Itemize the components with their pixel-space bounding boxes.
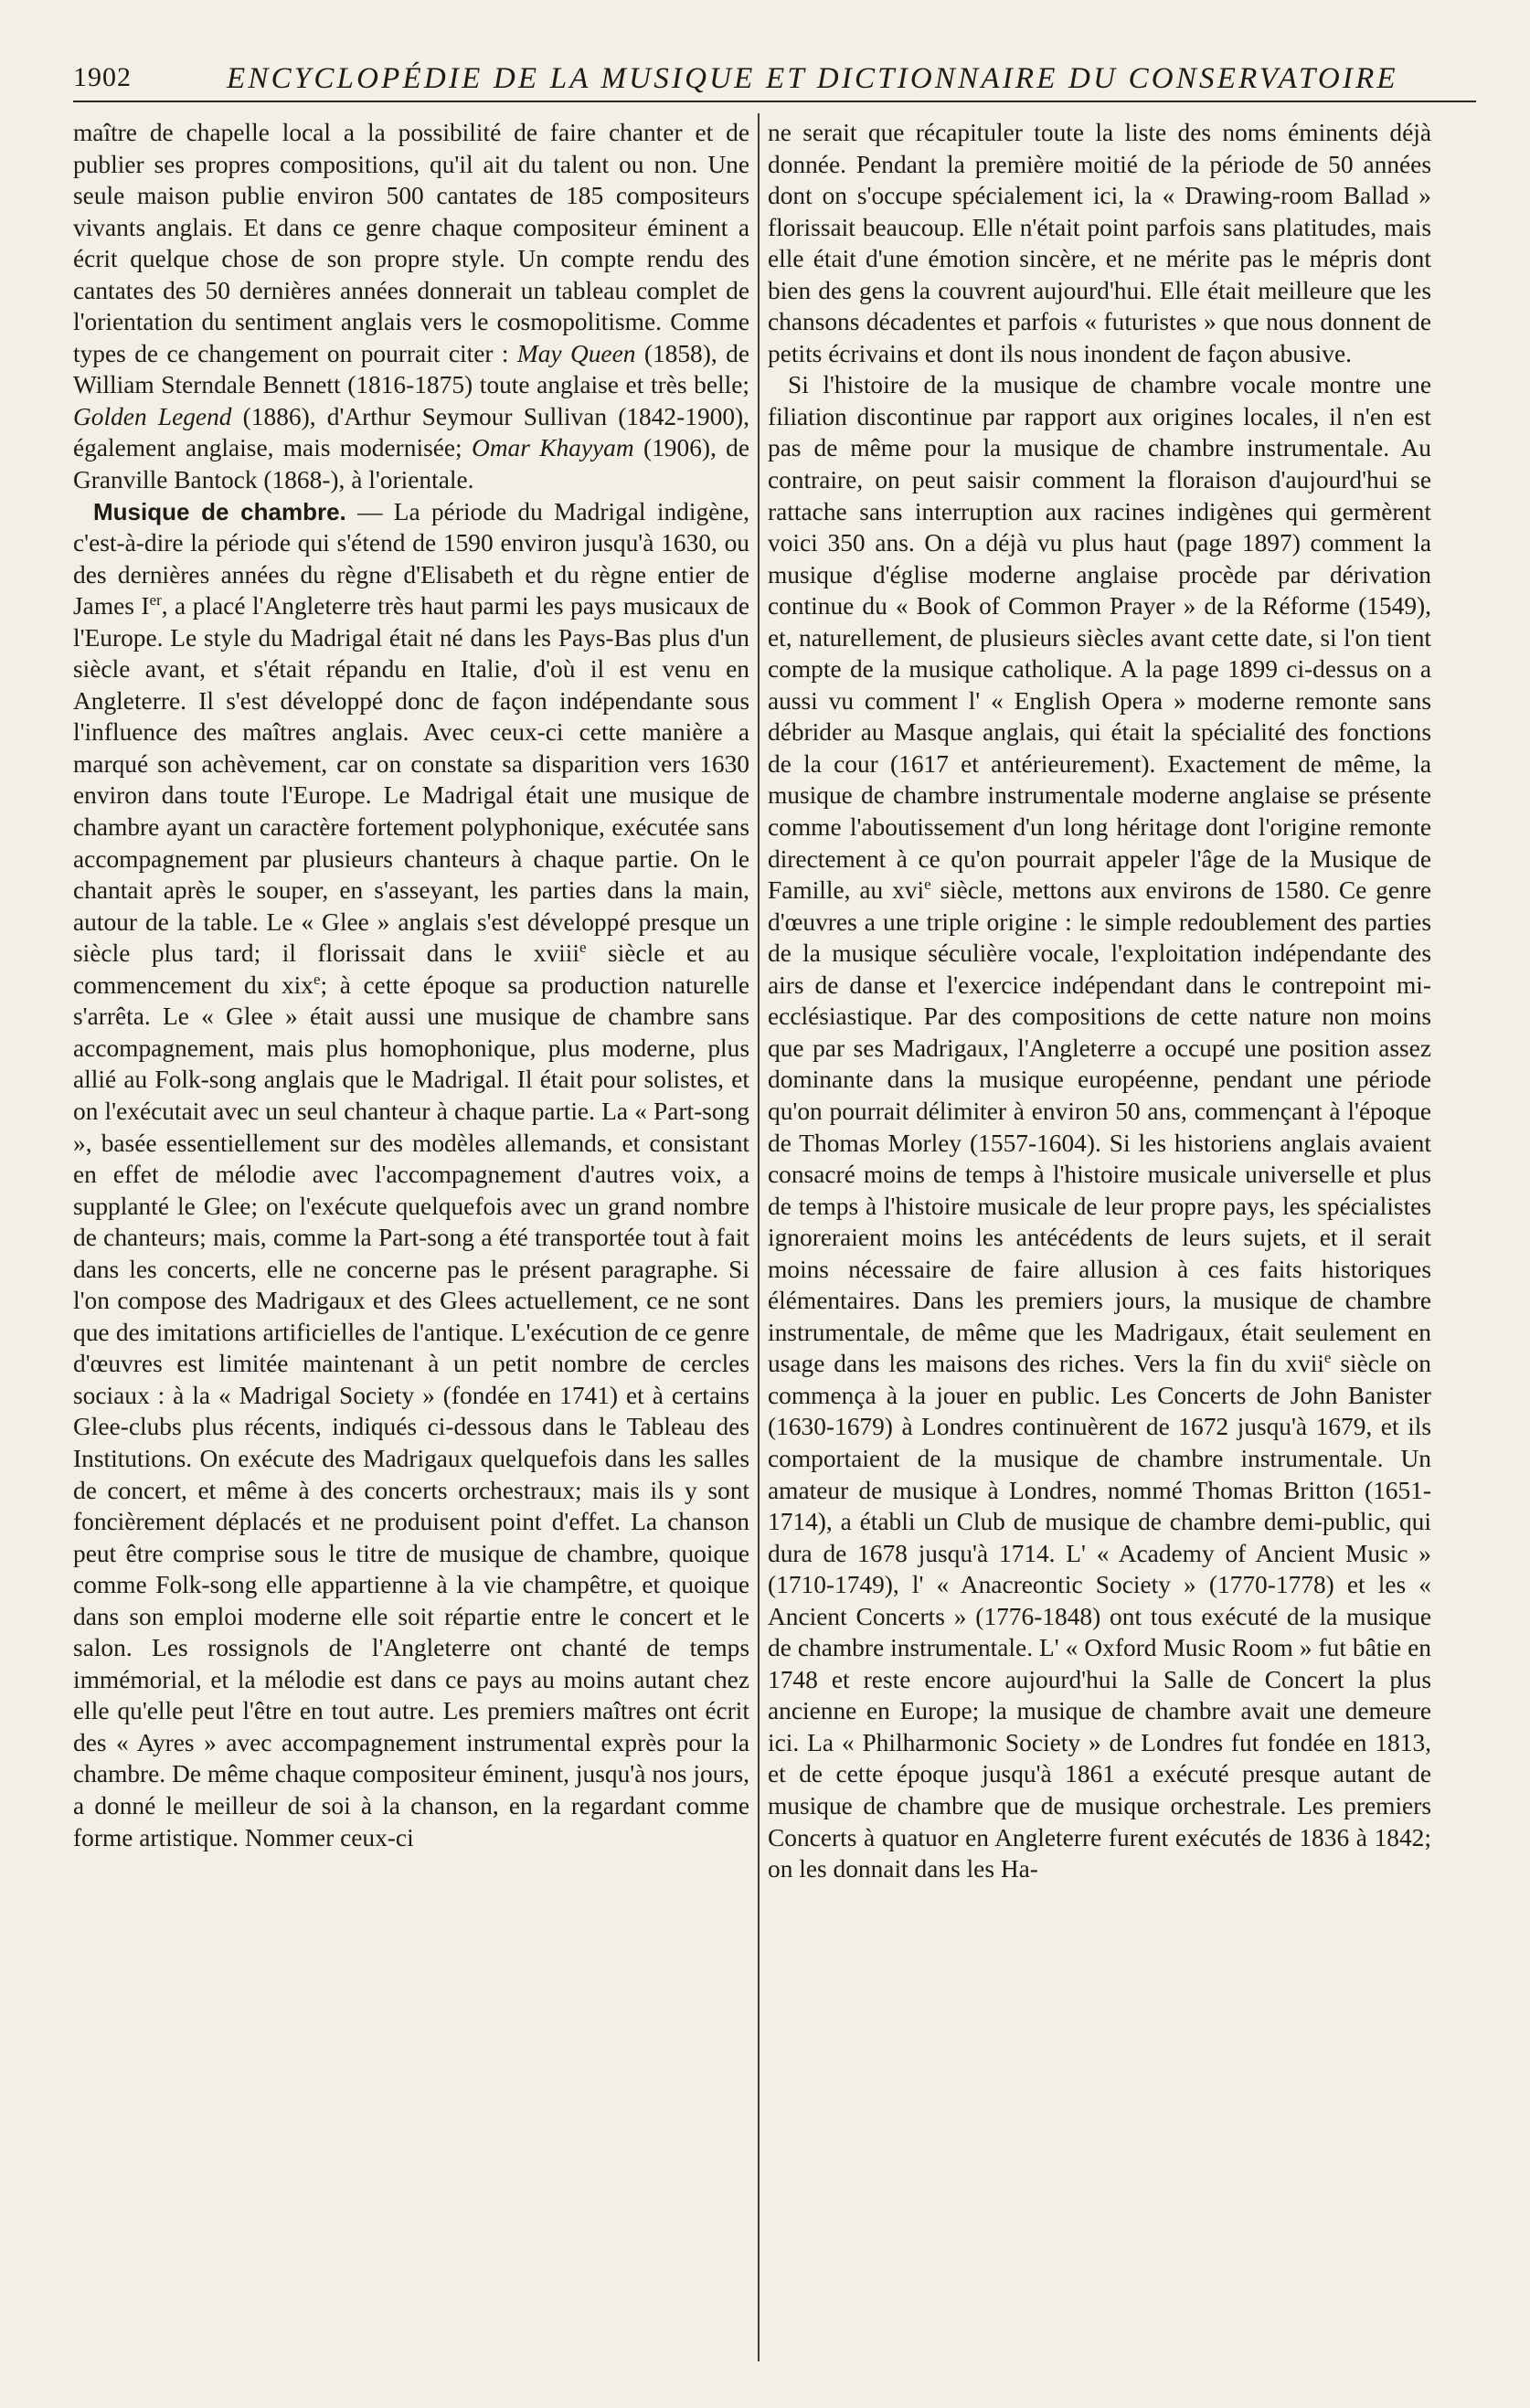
text-run: (1858), de William Sterndale Bennett (1816-1875) toute anglaise et très belle; [73, 339, 749, 399]
text-run: (1886), d'Arthur Seymour Sullivan (1842-1900), également anglaise, mais modernisée; [73, 402, 750, 462]
paragraph [73, 117, 749, 496]
superscript: er [149, 591, 162, 610]
paragraph: ne serait que récapituler toute la liste des noms éminents déjà donnée. Pendant la première moitié de la période de 50 années dont on s'occupe spécialement ici, la « Drawing-room Ballad » florissait beaucoup. Elle n'était point parfois sans platitudes, mais elle était d'une émotion sincère, et ne mérite pas le mépris dont bien des gens la couvrent aujourd'hui. Elle était meilleure que les chansons décadentes et parfois « futuristes » que nous donnent de petits écrivains et dont ils nous inondent de façon abusive. [768, 119, 1431, 367]
text-run: ; à cette époque sa production naturelle s'arrêta. Le « Glee » était aussi une musique de chambre sans accompagnement, mais plus homophonique, plus moderne, plus allié au Folk-song anglais que le Madrigal. Il était pour solistes, et on l'exécutait avec un seul chanteur à chaque partie. La « Part-song », basée essentiellement sur des modèles allemands, et consistant en effet de mélodie avec l'accompagnement d'autres voix, a supplanté le Glee; on l'exécute quelquefois avec un grand nombre de chanteurs; mais, comme la Part-song a été transportée tout à fait dans les concerts, elle ne concerne pas le présent paragraphe. Si l'on compose des Madrigaux et des Glees actuellement, ce ne sont que des imitations artificielles de l'antique. L'exécution de ce genre d'œuvres est limitée maintenant à un petit nombre de cercles sociaux : à la « Madrigal Society » (fondée en 1741) et à certains Glee-clubs plus récents, indiqués ci-dessous dans le Tableau des Institutions. On exécute des Madrigaux quelquefois dans les salles de concert, et même à des concerts orchestraux; mais ils y sont foncièrement déplacés et ne produisent point d'effet. La chanson peut être comprise sous le titre de musique de chambre, quoique comme Folk-song elle appartienne à la vie champêtre, et quoique dans son emploi moderne elle soit répartie entre le concert et le salon. Les rossignols de l'Angleterre ont chanté de temps immémorial, et la mélodie est dans ce pays au moins autant chez elle qu'elle peut l'être en tout autre. Les premiers maîtres ont écrit des « Ayres » avec accompagnement instrumental exprès pour la chambre. De même chaque compositeur éminent, jusqu'à nos jours, a donné le meilleur de soi à la chanson, en la regardant comme forme artistique. Nommer ceux-ci [73, 971, 749, 1851]
text-run: Si l'histoire de la musique de chambre vocale montre une filiation discontinue par rapport aux origines locales, il n'en est pas de même pour la musique de chambre instrumentale. Au contraire, on peut saisir comment la floraison d'aujourd'hui se rattache sans interruption aux racines indigènes qui germèrent voici 350 ans. On a déjà vu plus haut (page 1897) comment la musique d'église moderne anglaise procède par dérivation continue du « Book of Common Prayer » de la Réforme (1549), et, naturellement, de plusieurs siècles avant cette date, si l'on tient compte de la musique catholique. A la page 1899 ci-dessus on a aussi vu comment l' « English Opera » moderne remonte sans débrider au Masque anglais, qui était la spécialité des fonctions de la cour (1617 et antérieurement). Exactement de même, la musique de chambre instrumentale moderne anglaise se présente comme l'aboutissement d'un long héritage dont l'origine remonte directement à ce qu'on pourrait appeler l'âge de la Musique de Famille, au [768, 371, 1431, 905]
work-title: Omar Khayyam [471, 434, 634, 462]
running-title: ENCYCLOPÉDIE DE LA MUSIQUE ET DICTIONNAIRE DU CONSERVATOIRE [227, 62, 1398, 95]
superscript: e [1323, 1349, 1332, 1367]
century-numeral: xvii [1285, 1350, 1324, 1378]
text-run: siècle on commença à la jouer en public. Les Concerts de John Banister (1630-1679) à Londres continuèrent de 1672 jusqu'à 1679, et ils comportaient de la musique de chambre instrumentale. Un amateur de musique à Londres, nommé Thomas Britton (1651-1714), a établi un Club de musique de chambre demi-public, qui dura de 1678 jusqu'à 1714. L' « Academy of Ancient Music » (1710-1749), l' « Anacreontic Society » (1770-1778) et les « Ancient Concerts » (1776-1848) ont tous exécuté de la musique de chambre instrumentale. L' « Oxford Music Room » fut bâtie en 1748 et reste encore aujourd'hui la Salle de Concert la plus ancienne en Europe; la musique de chambre avait une demeure ici. La « Philharmonic Society » de Londres fut fondée en 1813, et de cette époque jusqu'à 1861 a exécuté presque autant de musique de chambre que de musique orchestrale. Les premiers Concerts à quatuor en Angleterre furent exécutés de 1836 à 1842; on les donnait dans les Ha- [768, 1350, 1432, 1883]
column-divider [758, 113, 760, 2361]
text-run: , a placé l'Angleterre très haut parmi les pays musicaux de l'Europe. Le style du Madrigal était né dans les Pays-Bas plus d'un siècle avant, et s'était répandu en Italie, d'où il est venu en Angleterre. Il s'est développé donc de façon indépendante sous l'influence des maîtres anglais. Avec ceux-ci cette manière a marqué son achèvement, car on constate sa disparition vers 1630 environ dans toute l'Europe. Le Madrigal était une musique de chambre ayant un caractère fortement polyphonique, exécutée sans accompagnement par plusieurs chanteurs à chaque partie. On le chantait après le souper, en s'asseyant, les parties dans la main, autour de la table. Le « Glee » anglais s'est développé presque un siècle plus tard; il florissait dans le [73, 592, 749, 968]
century-numeral: xviii [533, 939, 579, 968]
text-run: siècle et au commencement du [73, 939, 750, 999]
work-title: May Queen [516, 339, 636, 367]
text-run: — La période du Madrigal indigène, c'est-à-dire la période qui s'étend de 1590 environ jusqu'à 1630, ou des dernières années du règne d'Elisabeth et du règne entier de James I [73, 497, 749, 621]
century-numeral: xix [281, 971, 313, 999]
superscript: e [924, 875, 931, 893]
page-header [73, 57, 1476, 102]
work-title: Golden Legend [73, 402, 232, 430]
text-run: maître de chapelle local a la possibilité de faire chanter et de publier ses propres compositions, qu'il ait du talent ou non. Une seule maison publie environ 500 cantates de 185 compositeurs vivants anglais. Et dans ce genre chaque compositeur éminent a écrit quelque chose de son propre style. Un compte rendu des cantates des 50 dernières années donnerait un tableau complet de l'orientation du sentiment anglais vers le cosmopolitisme. Comme types de ce changement on pourrait citer : [73, 119, 749, 367]
paragraph [73, 496, 749, 1854]
text-run: (1906), de Granville Bantock (1868-), à l'orientale. [73, 434, 750, 494]
left-column [73, 117, 749, 1853]
page-number: 1902 [73, 62, 132, 92]
paragraph [768, 369, 1431, 1884]
century-numeral: xvi [892, 876, 925, 905]
right-column [768, 117, 1431, 1885]
superscript: e [579, 939, 587, 957]
superscript: e [313, 970, 321, 988]
section-heading: Musique de chambre. [93, 497, 346, 525]
text-run: siècle, mettons aux environs de 1580. Ce genre d'œuvres a une triple origine : le simple redoublement des parties de la musique séculière vocale, l'exploitation indépendante des airs de danse et l'exercice indépendant dans le contrepoint mi-ecclésiastique. Par des compositions de cette nature non moins que par ses Madrigaux, l'Angleterre a occupé une position assez dominante dans la musique européenne, pendant une période qu'on pourrait délimiter à environ 50 ans, commençant à l'époque de Thomas Morley (1557-1604). Si les historiens anglais avaient consacré moins de temps à l'histoire musicale universelle et plus de temps à l'histoire musicale de leur propre pays, les spécialistes ignoreraient moins les antécédents de leurs sujets, et il serait moins nécessaire de faire allusion à ces faits historiques élémentaires. Dans les premiers jours, la musique de chambre instrumentale, de même que les Madrigaux, était seulement en usage dans les maisons des riches. Vers la fin du [768, 876, 1431, 1378]
